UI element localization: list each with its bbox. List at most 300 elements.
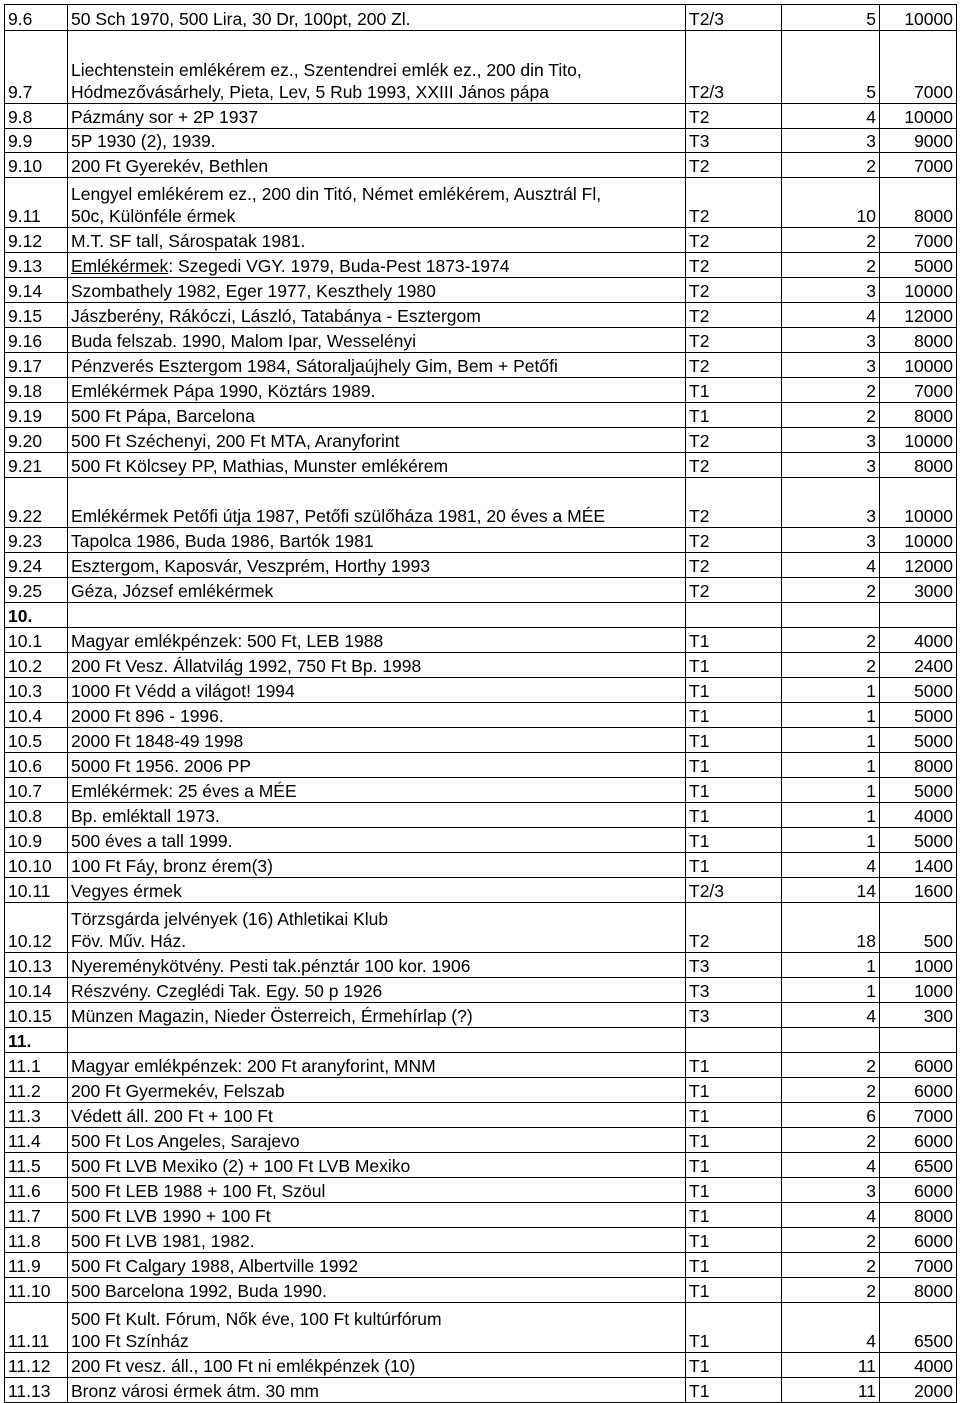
table-row (5, 1303, 957, 1353)
lot-number-cell: 9.21 (5, 453, 68, 478)
table-row (5, 1178, 957, 1203)
condition-cell: T3 (686, 978, 782, 1003)
condition-cell: T1 (686, 1128, 782, 1153)
condition-cell: T2 (686, 328, 782, 353)
price-cell: 7000 (880, 31, 957, 104)
condition-cell: T1 (686, 753, 782, 778)
quantity-cell: 5 (782, 31, 880, 104)
price-cell: 7000 (880, 1253, 957, 1278)
quantity-cell: 4 (782, 1003, 880, 1028)
quantity-cell: 2 (782, 1078, 880, 1103)
condition-cell: T2/3 (686, 31, 782, 104)
description-cell: Lengyel emlékérem ez., 200 din Titó, Német emlékérem, Ausztrál Fl, 50c, Különféle érmek (68, 178, 686, 228)
description-cell: Bp. emléktall 1973. (68, 803, 686, 828)
lot-number-cell: 11.4 (5, 1128, 68, 1153)
description-cell: Magyar emlékpénzek: 200 Ft aranyforint, MNM (68, 1053, 686, 1078)
description-cell: Liechtenstein emlékérem ez., Szentendrei emlék ez., 200 din Tito, Hódmezővásárhely, Pieta, Lev, 5 Rub 1993, XXIII János pápa (68, 31, 686, 104)
condition-cell: T1 (686, 1278, 782, 1303)
price-cell: 8000 (880, 1278, 957, 1303)
price-cell: 4000 (880, 1353, 957, 1378)
quantity-cell: 3 (782, 278, 880, 303)
description-text: : Szegedi VGY. 1979, Buda-Pest 1873-1974 (168, 256, 510, 276)
quantity-cell: 18 (782, 903, 880, 953)
price-cell: 7000 (880, 153, 957, 178)
lot-number-cell: 10.1 (5, 628, 68, 653)
quantity-cell: 4 (782, 853, 880, 878)
description-cell: Tapolca 1986, Buda 1986, Bartók 1981 (68, 528, 686, 553)
table-row (5, 978, 957, 1003)
lot-number-cell: 11.12 (5, 1353, 68, 1378)
quantity-cell (782, 603, 880, 628)
price-cell: 4000 (880, 803, 957, 828)
table-row (5, 1103, 957, 1128)
condition-cell (686, 1028, 782, 1053)
lot-number-cell: 9.23 (5, 528, 68, 553)
table-row (5, 1128, 957, 1153)
quantity-cell: 4 (782, 303, 880, 328)
lot-number-cell: 10.9 (5, 828, 68, 853)
lot-number-cell: 10.8 (5, 803, 68, 828)
description-cell: 5000 Ft 1956. 2006 PP (68, 753, 686, 778)
underlined-text: Emlékérmek (71, 256, 169, 276)
table-row (5, 1203, 957, 1228)
table-row (5, 828, 957, 853)
table-row (5, 628, 957, 653)
price-cell: 12000 (880, 553, 957, 578)
lot-number-cell: 10. (5, 603, 68, 628)
description-cell: 1000 Ft Védd a világot! 1994 (68, 678, 686, 703)
table-row (5, 153, 957, 178)
lot-number-cell: 10.4 (5, 703, 68, 728)
quantity-cell: 10 (782, 178, 880, 228)
table-row (5, 403, 957, 428)
condition-cell: T2/3 (686, 5, 782, 31)
quantity-cell: 2 (782, 378, 880, 403)
lot-number-cell: 9.19 (5, 403, 68, 428)
lot-number-cell: 10.14 (5, 978, 68, 1003)
table-row (5, 428, 957, 453)
table-row (5, 5, 957, 31)
description-cell: Esztergom, Kaposvár, Veszprém, Horthy 1993 (68, 553, 686, 578)
table-row (5, 578, 957, 603)
price-cell: 7000 (880, 378, 957, 403)
price-cell: 8000 (880, 403, 957, 428)
condition-cell: T2 (686, 453, 782, 478)
lot-number-cell: 9.12 (5, 228, 68, 253)
lot-number-cell: 9.18 (5, 378, 68, 403)
lot-number-cell: 9.17 (5, 353, 68, 378)
table-row (5, 31, 957, 104)
price-cell: 5000 (880, 828, 957, 853)
lot-number-cell: 9.6 (5, 5, 68, 31)
lot-number-cell: 10.5 (5, 728, 68, 753)
price-cell: 3000 (880, 578, 957, 603)
quantity-cell: 1 (782, 678, 880, 703)
description-cell: Védett áll. 200 Ft + 100 Ft (68, 1103, 686, 1128)
price-cell: 6500 (880, 1153, 957, 1178)
lot-number-cell: 9.7 (5, 31, 68, 104)
description-cell: 500 Ft LVB Mexiko (2) + 100 Ft LVB Mexiko (68, 1153, 686, 1178)
table-row (5, 1253, 957, 1278)
lot-number-cell: 11.3 (5, 1103, 68, 1128)
price-cell: 5000 (880, 253, 957, 278)
condition-cell: T1 (686, 403, 782, 428)
table-row (5, 353, 957, 378)
quantity-cell: 3 (782, 528, 880, 553)
table-row (5, 478, 957, 528)
table-row (5, 553, 957, 578)
description-cell (68, 603, 686, 628)
lot-number-cell: 9.13 (5, 253, 68, 278)
description-cell: 200 Ft vesz. áll., 100 Ft ni emlékpénzek (10) (68, 1353, 686, 1378)
table-row (5, 1378, 957, 1403)
condition-cell: T1 (686, 653, 782, 678)
price-cell: 10000 (880, 104, 957, 129)
price-cell: 5000 (880, 728, 957, 753)
price-cell: 10000 (880, 478, 957, 528)
condition-cell: T1 (686, 1228, 782, 1253)
table-row (5, 1228, 957, 1253)
description-cell: 100 Ft Fáy, bronz érem(3) (68, 853, 686, 878)
quantity-cell: 1 (782, 778, 880, 803)
description-cell: Nyereménykötvény. Pesti tak.pénztár 100 kor. 1906 (68, 953, 686, 978)
table-row (5, 178, 957, 228)
lot-number-cell: 9.14 (5, 278, 68, 303)
table-row (5, 1003, 957, 1028)
lot-number-cell: 10.6 (5, 753, 68, 778)
price-cell: 500 (880, 903, 957, 953)
description-cell: 500 Ft LVB 1981, 1982. (68, 1228, 686, 1253)
description-cell: Vegyes érmek (68, 878, 686, 903)
table-row (5, 328, 957, 353)
price-cell: 1000 (880, 953, 957, 978)
quantity-cell: 2 (782, 653, 880, 678)
description-cell: 2000 Ft 896 - 1996. (68, 703, 686, 728)
price-cell: 8000 (880, 753, 957, 778)
lot-number-cell: 10.2 (5, 653, 68, 678)
table-row (5, 803, 957, 828)
description-cell: Emlékérmek Petőfi útja 1987, Petőfi szülőháza 1981, 20 éves a MÉE (68, 478, 686, 528)
quantity-cell: 2 (782, 228, 880, 253)
price-cell: 5000 (880, 778, 957, 803)
description-cell: 500 Ft Széchenyi, 200 Ft MTA, Aranyforint (68, 428, 686, 453)
quantity-cell (782, 1028, 880, 1053)
description-cell: Emlékérmek Pápa 1990, Köztárs 1989. (68, 378, 686, 403)
description-cell: 200 Ft Vesz. Állatvilág 1992, 750 Ft Bp. 1998 (68, 653, 686, 678)
price-cell: 10000 (880, 5, 957, 31)
table-row (5, 1153, 957, 1178)
description-cell: 500 Barcelona 1992, Buda 1990. (68, 1278, 686, 1303)
price-cell: 10000 (880, 428, 957, 453)
description-cell: 500 Ft LEB 1988 + 100 Ft, Szöul (68, 1178, 686, 1203)
lot-number-cell: 10.3 (5, 678, 68, 703)
condition-cell: T2 (686, 528, 782, 553)
price-cell: 7000 (880, 1103, 957, 1128)
condition-cell: T2 (686, 578, 782, 603)
condition-cell: T1 (686, 1103, 782, 1128)
lot-number-cell: 11.9 (5, 1253, 68, 1278)
quantity-cell: 2 (782, 628, 880, 653)
table-row (5, 753, 957, 778)
price-cell: 6000 (880, 1228, 957, 1253)
quantity-cell: 3 (782, 328, 880, 353)
lot-number-cell: 9.20 (5, 428, 68, 453)
price-cell: 6000 (880, 1078, 957, 1103)
lot-number-cell: 11.13 (5, 1378, 68, 1403)
price-cell: 6500 (880, 1303, 957, 1353)
condition-cell: T1 (686, 1153, 782, 1178)
condition-cell: T2 (686, 903, 782, 953)
price-cell: 2000 (880, 1378, 957, 1403)
quantity-cell: 3 (782, 353, 880, 378)
price-cell: 6000 (880, 1178, 957, 1203)
quantity-cell: 2 (782, 253, 880, 278)
condition-cell: T2 (686, 353, 782, 378)
lot-number-cell: 11.7 (5, 1203, 68, 1228)
quantity-cell: 1 (782, 753, 880, 778)
lot-number-cell: 11.5 (5, 1153, 68, 1178)
quantity-cell: 1 (782, 978, 880, 1003)
table-row (5, 1278, 957, 1303)
quantity-cell: 3 (782, 428, 880, 453)
condition-cell: T2 (686, 228, 782, 253)
condition-cell: T1 (686, 378, 782, 403)
condition-cell: T2 (686, 478, 782, 528)
price-cell (880, 1028, 957, 1053)
quantity-cell: 11 (782, 1378, 880, 1403)
description-cell: 200 Ft Gyermekév, Felszab (68, 1078, 686, 1103)
table-row (5, 129, 957, 153)
description-cell: Pázmány sor + 2P 1937 (68, 104, 686, 129)
condition-cell: T1 (686, 1078, 782, 1103)
lot-number-cell: 9.15 (5, 303, 68, 328)
table-row (5, 1078, 957, 1103)
price-cell: 10000 (880, 353, 957, 378)
lot-number-cell: 9.11 (5, 178, 68, 228)
description-cell (68, 1028, 686, 1053)
price-cell: 8000 (880, 178, 957, 228)
condition-cell: T3 (686, 129, 782, 153)
table-row (5, 1053, 957, 1078)
condition-cell: T1 (686, 1203, 782, 1228)
lot-number-cell: 10.15 (5, 1003, 68, 1028)
condition-cell: T1 (686, 1053, 782, 1078)
condition-cell (686, 603, 782, 628)
quantity-cell: 4 (782, 1203, 880, 1228)
description-cell: 500 Ft Pápa, Barcelona (68, 403, 686, 428)
condition-cell: T1 (686, 1253, 782, 1278)
description-cell: 5P 1930 (2), 1939. (68, 129, 686, 153)
price-cell: 6000 (880, 1128, 957, 1153)
lot-number-cell: 10.11 (5, 878, 68, 903)
condition-cell: T1 (686, 1378, 782, 1403)
description-cell: 500 Ft LVB 1990 + 100 Ft (68, 1203, 686, 1228)
price-cell: 5000 (880, 678, 957, 703)
price-cell: 1000 (880, 978, 957, 1003)
description-cell: 50 Sch 1970, 500 Lira, 30 Dr, 100pt, 200 Zl. (68, 5, 686, 31)
table-row (5, 253, 957, 278)
table-row (5, 703, 957, 728)
lot-table (4, 4, 957, 1403)
quantity-cell: 14 (782, 878, 880, 903)
lot-number-cell: 9.16 (5, 328, 68, 353)
price-cell: 300 (880, 1003, 957, 1028)
description-cell: Pénzverés Esztergom 1984, Sátoraljaújhely Gim, Bem + Petőfi (68, 353, 686, 378)
lot-number-cell: 9.10 (5, 153, 68, 178)
table-row (5, 953, 957, 978)
condition-cell: T1 (686, 778, 782, 803)
quantity-cell: 2 (782, 1053, 880, 1078)
quantity-cell: 2 (782, 578, 880, 603)
lot-number-cell: 11. (5, 1028, 68, 1053)
quantity-cell: 5 (782, 5, 880, 31)
table-row (5, 878, 957, 903)
description-cell: Részvény. Czeglédi Tak. Egy. 50 p 1926 (68, 978, 686, 1003)
table-row (5, 653, 957, 678)
quantity-cell: 4 (782, 1153, 880, 1178)
table-row (5, 104, 957, 129)
quantity-cell: 4 (782, 1303, 880, 1353)
lot-number-cell: 11.10 (5, 1278, 68, 1303)
price-cell: 12000 (880, 303, 957, 328)
description-cell: 500 Ft Kölcsey PP, Mathias, Munster emlékérem (68, 453, 686, 478)
lot-number-cell: 10.7 (5, 778, 68, 803)
quantity-cell: 11 (782, 1353, 880, 1378)
condition-cell: T2 (686, 278, 782, 303)
description-cell: Szombathely 1982, Eger 1977, Keszthely 1980 (68, 278, 686, 303)
price-cell: 8000 (880, 1203, 957, 1228)
price-cell: 6000 (880, 1053, 957, 1078)
description-cell: Magyar emlékpénzek: 500 Ft, LEB 1988 (68, 628, 686, 653)
price-cell: 4000 (880, 628, 957, 653)
price-cell: 9000 (880, 129, 957, 153)
quantity-cell: 3 (782, 453, 880, 478)
section-header-row (5, 603, 957, 628)
quantity-cell: 2 (782, 153, 880, 178)
description-cell: 500 Ft Kult. Fórum, Nők éve, 100 Ft kultúrfórum 100 Ft Színház (68, 1303, 686, 1353)
lot-number-cell: 10.12 (5, 903, 68, 953)
table-row (5, 228, 957, 253)
quantity-cell: 1 (782, 728, 880, 753)
lot-number-cell: 11.8 (5, 1228, 68, 1253)
price-cell (880, 603, 957, 628)
lot-number-cell: 11.1 (5, 1053, 68, 1078)
quantity-cell: 2 (782, 1228, 880, 1253)
lot-number-cell: 10.13 (5, 953, 68, 978)
condition-cell: T1 (686, 678, 782, 703)
table-row (5, 853, 957, 878)
condition-cell: T1 (686, 828, 782, 853)
table-row (5, 453, 957, 478)
description-cell: 500 Ft Los Angeles, Sarajevo (68, 1128, 686, 1153)
lot-table-body (5, 5, 957, 1403)
lot-number-cell: 10.10 (5, 853, 68, 878)
description-cell: Törzsgárda jelvények (16) Athletikai Klub Föv. Műv. Ház. (68, 903, 686, 953)
price-cell: 1400 (880, 853, 957, 878)
table-row (5, 378, 957, 403)
price-cell: 8000 (880, 328, 957, 353)
condition-cell: T1 (686, 853, 782, 878)
quantity-cell: 1 (782, 803, 880, 828)
price-cell: 2400 (880, 653, 957, 678)
condition-cell: T1 (686, 703, 782, 728)
table-row (5, 778, 957, 803)
condition-cell: T2 (686, 153, 782, 178)
quantity-cell: 2 (782, 1128, 880, 1153)
quantity-cell: 3 (782, 1178, 880, 1203)
description-cell: Bronz városi érmek átm. 30 mm (68, 1378, 686, 1403)
price-cell: 7000 (880, 228, 957, 253)
lot-number-cell: 9.8 (5, 104, 68, 129)
condition-cell: T2/3 (686, 878, 782, 903)
description-cell: Jászberény, Rákóczi, László, Tatabánya - Esztergom (68, 303, 686, 328)
description-cell: Emlékérmek: 25 éves a MÉE (68, 778, 686, 803)
table-row (5, 1353, 957, 1378)
quantity-cell: 3 (782, 478, 880, 528)
price-cell: 8000 (880, 453, 957, 478)
quantity-cell: 2 (782, 1278, 880, 1303)
description-cell: 500 éves a tall 1999. (68, 828, 686, 853)
lot-number-cell: 11.2 (5, 1078, 68, 1103)
quantity-cell: 4 (782, 553, 880, 578)
table-row (5, 303, 957, 328)
condition-cell: T2 (686, 553, 782, 578)
price-cell: 10000 (880, 528, 957, 553)
condition-cell: T2 (686, 253, 782, 278)
condition-cell: T1 (686, 628, 782, 653)
quantity-cell: 3 (782, 129, 880, 153)
quantity-cell: 2 (782, 403, 880, 428)
quantity-cell: 4 (782, 104, 880, 129)
quantity-cell: 1 (782, 953, 880, 978)
table-row (5, 528, 957, 553)
description-cell: M.T. SF tall, Sárospatak 1981. (68, 228, 686, 253)
lot-number-cell: 9.22 (5, 478, 68, 528)
description-cell: Géza, József emlékérmek (68, 578, 686, 603)
lot-number-cell: 11.11 (5, 1303, 68, 1353)
table-row (5, 728, 957, 753)
condition-cell: T1 (686, 1353, 782, 1378)
quantity-cell: 6 (782, 1103, 880, 1128)
quantity-cell: 2 (782, 1253, 880, 1278)
lot-number-cell: 9.9 (5, 129, 68, 153)
condition-cell: T1 (686, 728, 782, 753)
condition-cell: T2 (686, 178, 782, 228)
description-cell: 200 Ft Gyerekév, Bethlen (68, 153, 686, 178)
quantity-cell: 1 (782, 703, 880, 728)
description-cell: Münzen Magazin, Nieder Österreich, Érmehírlap (?) (68, 1003, 686, 1028)
condition-cell: T2 (686, 428, 782, 453)
condition-cell: T3 (686, 953, 782, 978)
description-cell: 2000 Ft 1848-49 1998 (68, 728, 686, 753)
condition-cell: T3 (686, 1003, 782, 1028)
lot-number-cell: 9.24 (5, 553, 68, 578)
description-cell: Buda felszab. 1990, Malom Ipar, Wesselényi (68, 328, 686, 353)
condition-cell: T1 (686, 803, 782, 828)
table-row (5, 903, 957, 953)
condition-cell: T1 (686, 1178, 782, 1203)
price-cell: 1600 (880, 878, 957, 903)
condition-cell: T1 (686, 1303, 782, 1353)
condition-cell: T2 (686, 104, 782, 129)
condition-cell: T2 (686, 303, 782, 328)
description-cell: 500 Ft Calgary 1988, Albertville 1992 (68, 1253, 686, 1278)
quantity-cell: 1 (782, 828, 880, 853)
price-cell: 5000 (880, 703, 957, 728)
lot-number-cell: 11.6 (5, 1178, 68, 1203)
table-row (5, 278, 957, 303)
section-header-row (5, 1028, 957, 1053)
